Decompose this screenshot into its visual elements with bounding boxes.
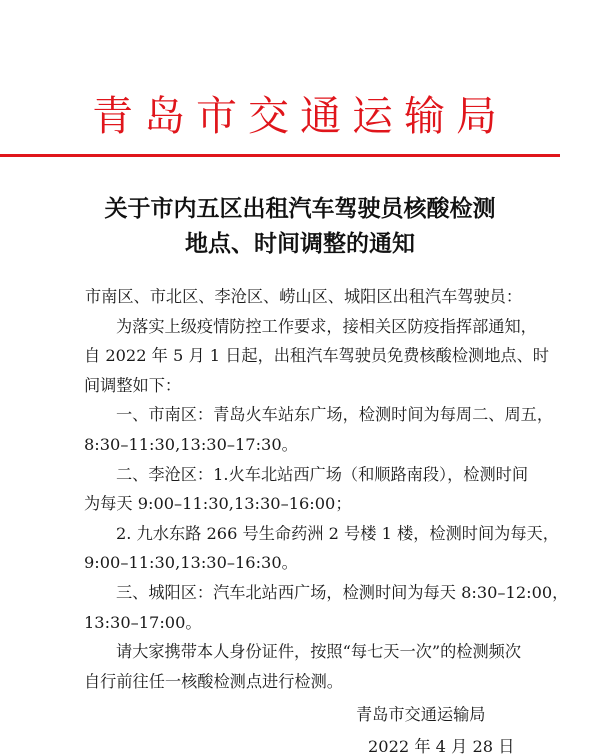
notice-title-line-2: 地点、时间调整的通知	[185, 231, 415, 257]
body-line-2: 自 2022 年 5 月 1 日起，出租汽车驾驶员免费核酸检测地点、时	[84, 346, 549, 365]
body-line-9: 9:00–11:30,13:30–16:30。	[84, 553, 298, 572]
body-line-7: 为每天 9:00–11:30,13:30–16:00；	[84, 494, 352, 513]
body-line-12: 请大家携带本人身份证件，按照“每七天一次”的检测频次	[116, 642, 522, 661]
body-line-3: 间调整如下：	[84, 376, 182, 395]
body-line-1: 为落实上级疫情防控工作要求，接相关区防疫指挥部通知，	[116, 317, 537, 336]
body-line-11: 13:30–17:00。	[84, 613, 202, 632]
signature-date: 2022 年 4 月 28 日	[368, 737, 515, 756]
body-line-5: 8:30–11:30,13:30–17:30。	[84, 435, 298, 454]
body-line-10: 三、城阳区：汽车北站西广场，检测时间为每天 8:30–12:00，	[116, 583, 569, 602]
body-line-8: 2. 九水东路 266 号生命药洲 2 号楼 1 楼，检测时间为每天，	[116, 524, 559, 543]
masthead-title: 青岛市交通运输局	[92, 92, 508, 140]
body-line-13: 自行前往任一核酸检测点进行检测。	[84, 672, 343, 691]
body-line-4: 一、市南区：青岛火车站东广场，检测时间为每周二、周五，	[116, 405, 554, 424]
masthead-red-rule	[0, 154, 560, 157]
signature-issuer: 青岛市交通运输局	[356, 705, 486, 724]
notice-title-line-1: 关于市内五区出租汽车驾驶员核酸检测	[104, 196, 496, 222]
salutation: 市南区、市北区、李沧区、崂山区、城阳区出租汽车驾驶员：	[85, 287, 523, 306]
body-line-6: 二、李沧区：1.火车北站西广场（和顺路南段），检测时间	[116, 465, 529, 484]
